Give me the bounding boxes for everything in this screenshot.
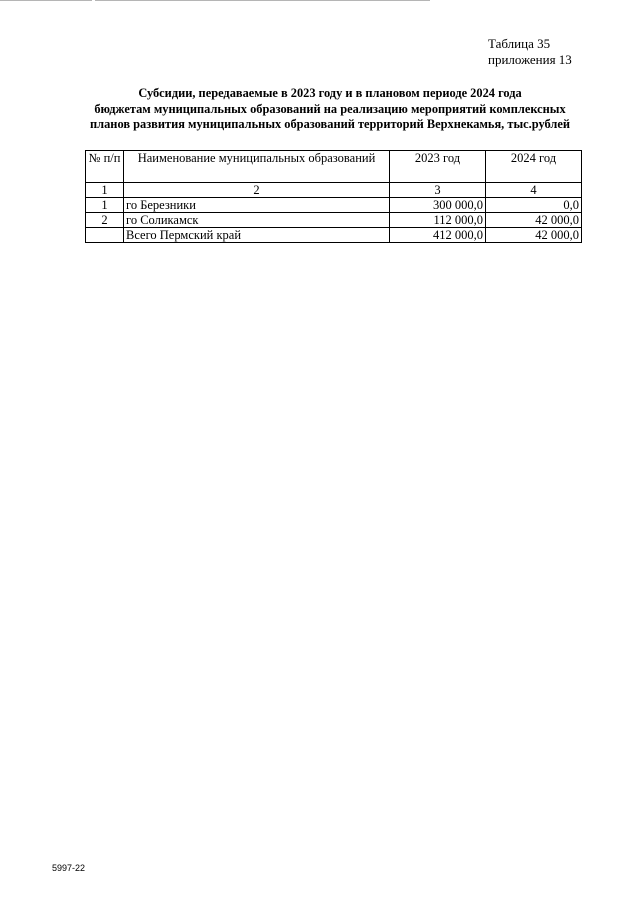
title-line: планов развития муниципальных образований территорий Верхнекамья, тыс.рублей [90,117,570,131]
row-num: 1 [86,198,124,213]
total-2023: 412 000,0 [390,228,486,243]
total-row [86,228,582,243]
title-line: Субсидии, передаваемые в 2023 году и в плановом периоде 2024 года [138,86,522,100]
row-name: го Березники [124,198,390,213]
subsidies-table [85,150,582,243]
row-name: го Соликамск [124,213,390,228]
column-number: 4 [486,183,582,198]
row-2024: 42 000,0 [486,213,582,228]
header-2023: 2023 год [390,151,486,183]
document-title [70,86,590,133]
column-number: 1 [86,183,124,198]
table-number: Таблица 35 [488,36,551,51]
title-line: бюджетам муниципальных образований на реализацию мероприятий комплексных [94,101,566,116]
table-reference [488,36,572,68]
appendix-number: приложения 13 [488,52,572,67]
scan-artifact-line [0,0,92,1]
scan-artifact-line [95,0,430,1]
row-2024: 0,0 [486,198,582,213]
header-2024: 2024 год [486,151,582,183]
column-number: 3 [390,183,486,198]
total-num [86,228,124,243]
header-name: Наименование муниципальных образований [124,151,390,183]
table-row [86,213,582,228]
column-number: 2 [124,183,390,198]
row-2023: 112 000,0 [390,213,486,228]
row-num: 2 [86,213,124,228]
table-header-row [86,151,582,183]
table-row [86,198,582,213]
total-name: Всего Пермский край [124,228,390,243]
document-code: 5997-22 [52,863,86,873]
total-2024: 42 000,0 [486,228,582,243]
header-num: № п/п [86,151,124,183]
column-numbers-row [86,183,582,198]
row-2023: 300 000,0 [390,198,486,213]
